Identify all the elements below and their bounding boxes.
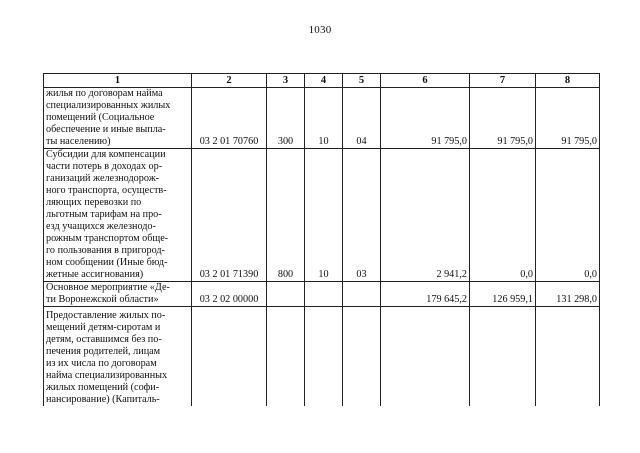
col5-cell — [343, 282, 381, 307]
col5-cell — [343, 307, 381, 407]
col3-cell — [267, 282, 305, 307]
col5-cell: 03 — [343, 149, 381, 282]
col4-cell — [305, 307, 343, 407]
value7-cell: 0,0 — [470, 149, 536, 282]
header-cell: 7 — [470, 74, 536, 88]
header-cell: 4 — [305, 74, 343, 88]
code-cell: 03 2 02 00000 — [192, 282, 267, 307]
col4-cell: 10 — [305, 149, 343, 282]
value6-cell: 2 941,2 — [381, 149, 470, 282]
code-cell — [192, 307, 267, 407]
value6-cell: 179 645,2 — [381, 282, 470, 307]
header-cell: 5 — [343, 74, 381, 88]
col5-cell: 04 — [343, 88, 381, 149]
value6-cell — [381, 307, 470, 407]
row-name-cell — [44, 282, 192, 307]
value7-cell — [470, 307, 536, 407]
page-number: 1030 — [308, 24, 332, 36]
code-cell: 03 2 01 70760 — [192, 88, 267, 149]
header-cell: 8 — [536, 74, 600, 88]
row-name-cell — [44, 88, 192, 149]
col4-cell: 10 — [305, 88, 343, 149]
col3-cell — [267, 307, 305, 407]
value7-cell: 126 959,1 — [470, 282, 536, 307]
col3-cell: 300 — [267, 88, 305, 149]
table-row — [44, 88, 600, 149]
budget-table — [43, 73, 600, 407]
row-name: Основное мероприятие «Де- ти Воронежской области» — [46, 282, 170, 305]
value7-cell: 91 795,0 — [470, 88, 536, 149]
header-cell: 1 — [44, 74, 192, 88]
header-cell: 2 — [192, 74, 267, 88]
value8-cell — [536, 307, 600, 407]
header-row — [44, 74, 600, 88]
row-name: Субсидии для компенсации части потерь в доходах ор- ганизаций железнодорож- ного транспорта, осуществ- ляющих перевозки по льготным тарифам на про- езд учащихся железнодо- рожным транспортом обще- го пользования в пригород- ном сообщении (Иные бюд- жетные ассигнования) — [46, 149, 169, 280]
table-row — [44, 282, 600, 307]
header-cell: 6 — [381, 74, 470, 88]
row-name: жилья по договорам найма специализированных жилых помещений (Социальное обеспечение и иные выпла- ты населению) — [46, 88, 171, 147]
row-name-cell — [44, 149, 192, 282]
row-name: Предоставление жилых по- мещений детям-сиротам и детям, оставшимся без по- печения родителей, лицам из их числа по договорам найма специализированных жилых помещений (софи- нансирование) (Капиталь- — [46, 310, 168, 405]
table-row — [44, 307, 600, 407]
col4-cell — [305, 282, 343, 307]
value8-cell: 0,0 — [536, 149, 600, 282]
value8-cell: 131 298,0 — [536, 282, 600, 307]
code-cell: 03 2 01 71390 — [192, 149, 267, 282]
row-name-cell — [44, 307, 192, 407]
value8-cell: 91 795,0 — [536, 88, 600, 149]
value6-cell: 91 795,0 — [381, 88, 470, 149]
header-cell: 3 — [267, 74, 305, 88]
table-row — [44, 149, 600, 282]
col3-cell: 800 — [267, 149, 305, 282]
